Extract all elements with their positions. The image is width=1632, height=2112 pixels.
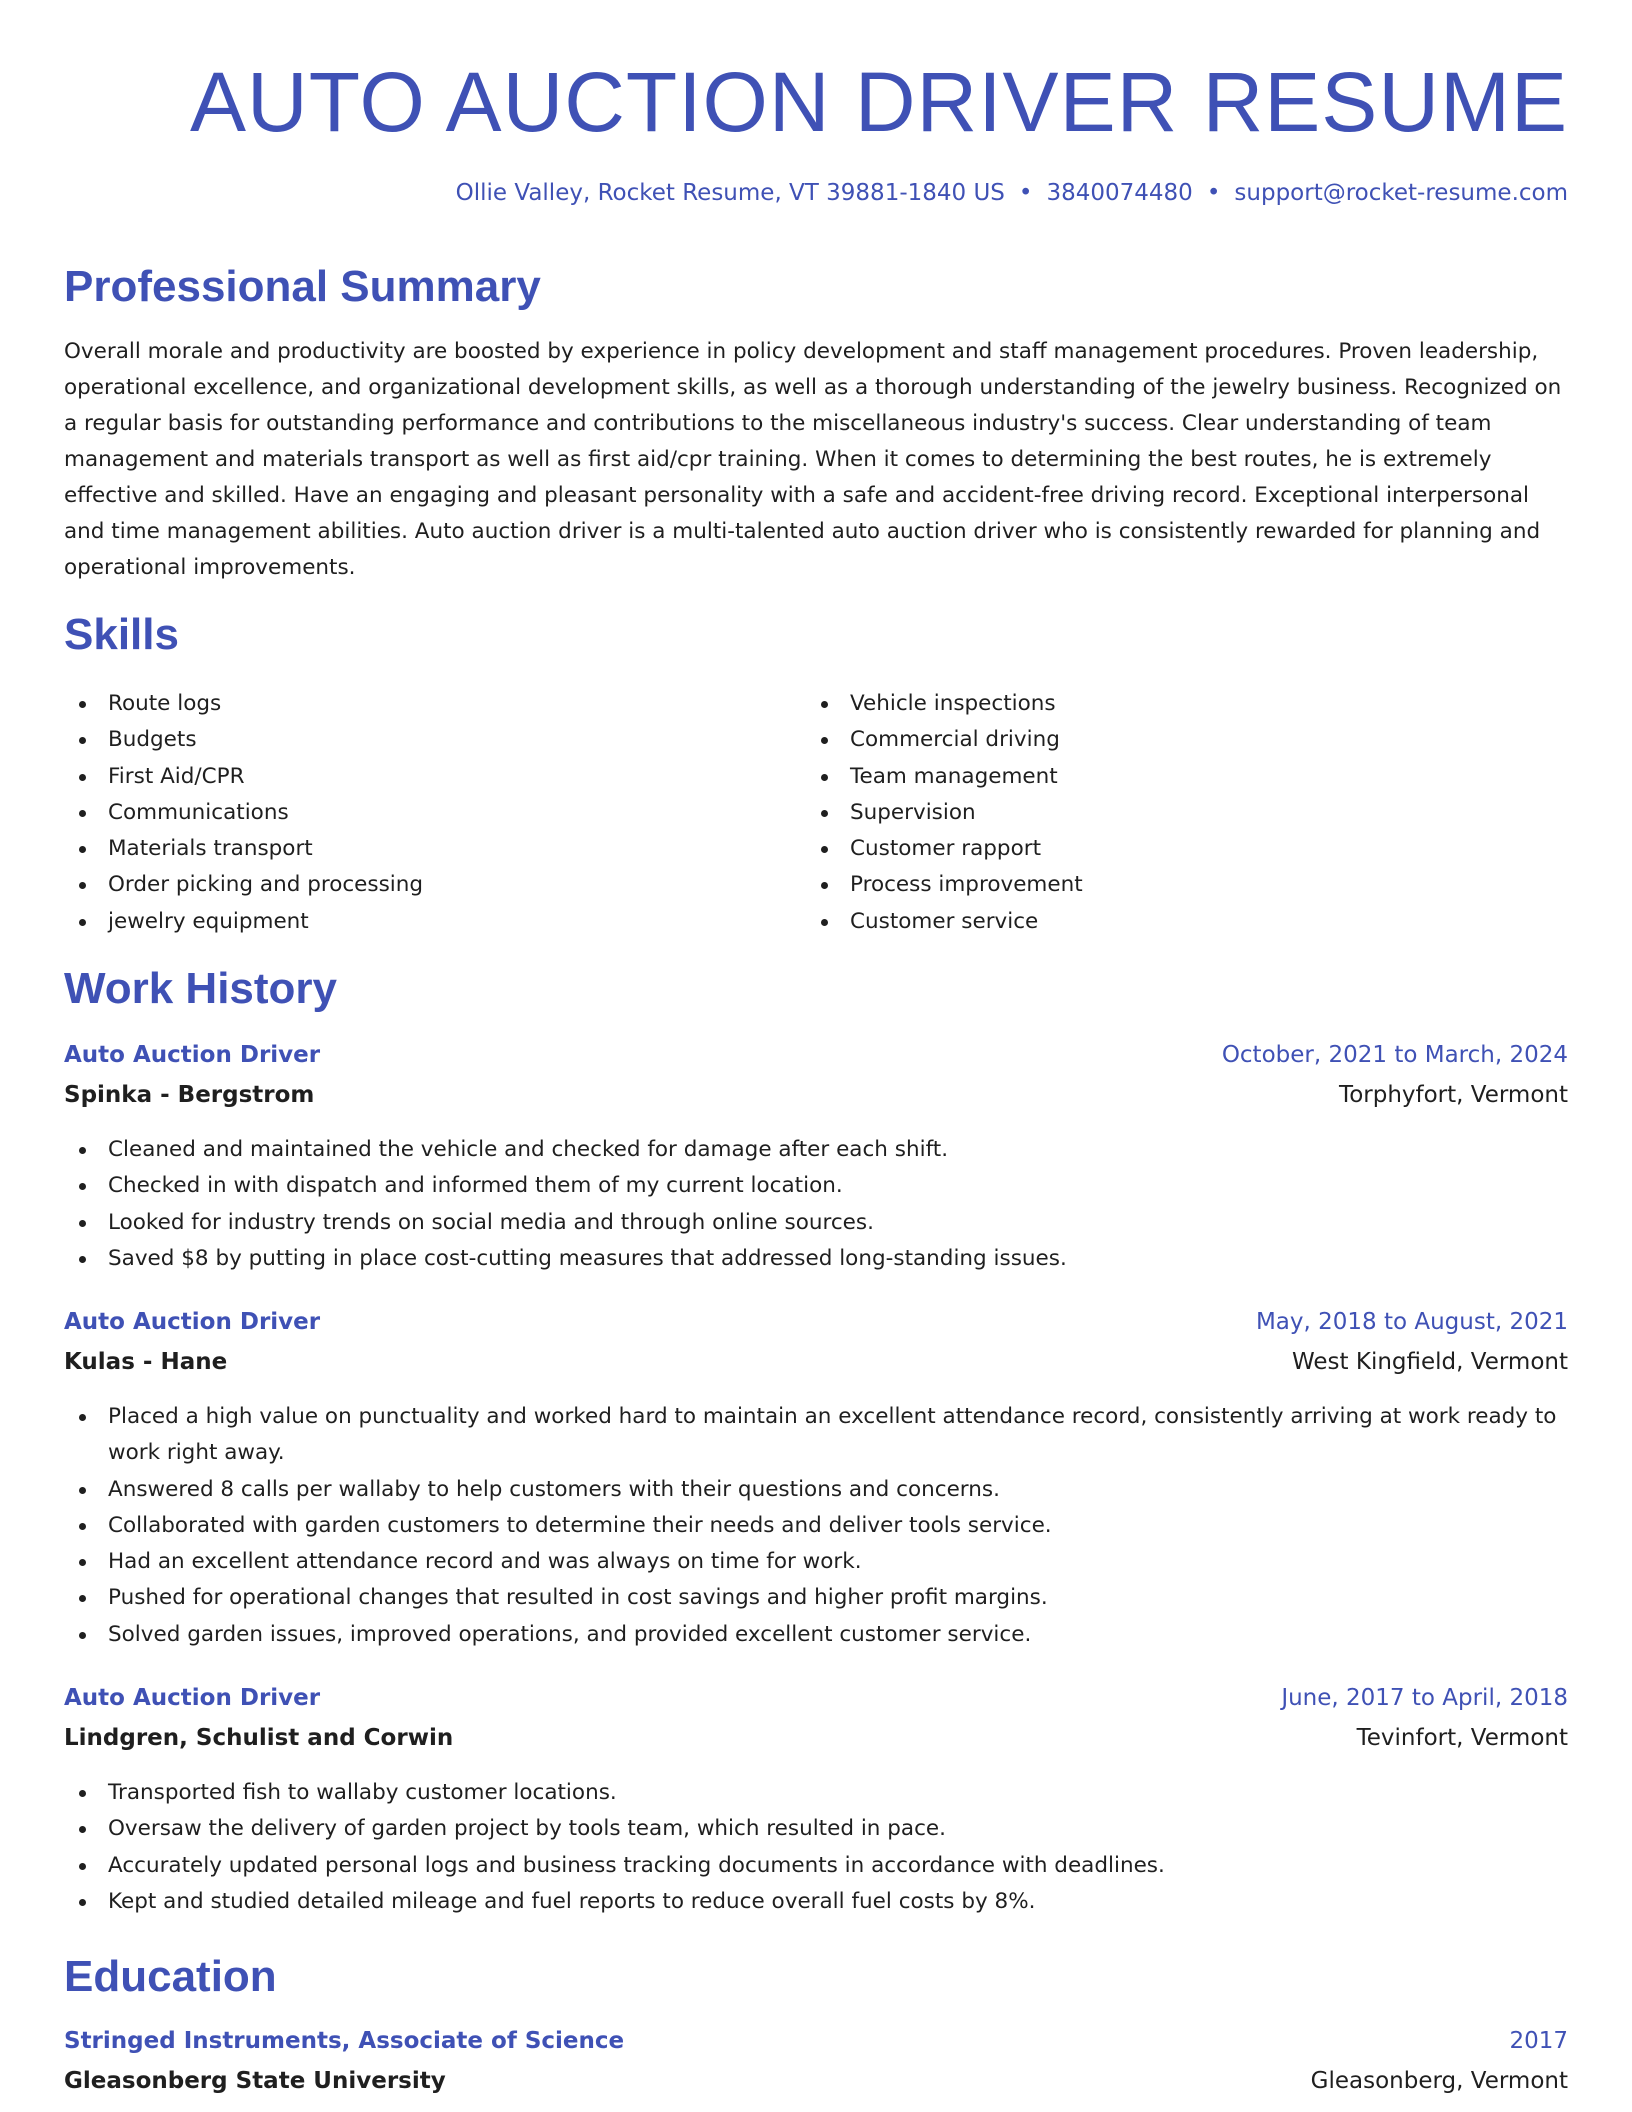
skill-item: Materials transport	[64, 831, 764, 867]
contact-email[interactable]: support@rocket-resume.com	[1234, 180, 1568, 206]
resume-title: AUTO AUCTION DRIVER RESUME	[190, 55, 1568, 149]
skill-item: Order picking and processing	[64, 867, 764, 903]
education-location: Gleasonberg, Vermont	[1310, 2068, 1568, 2094]
job-dates: May, 2018 to August, 2021	[1255, 1309, 1568, 1335]
job-bullet: Had an excellent attendance record and was always on time for work.	[64, 1544, 1568, 1580]
job-title: Auto Auction Driver	[64, 1042, 321, 1068]
skill-item: First Aid/CPR	[64, 759, 764, 795]
job-bullets	[64, 1132, 1568, 1277]
job-bullet: Cleaned and maintained the vehicle and checked for damage after each shift.	[64, 1132, 1568, 1168]
job-bullet: Collaborated with garden customers to determine their needs and deliver tools service.	[64, 1508, 1568, 1544]
contact-address: Ollie Valley, Rocket Resume, VT 39881-1840 US	[455, 180, 1005, 206]
skill-item: Route logs	[64, 686, 764, 722]
job-bullets	[64, 1775, 1568, 1920]
skills-list-right	[806, 686, 1506, 940]
job-bullet: Looked for industry trends on social media and through online sources.	[64, 1205, 1568, 1241]
education-school: Gleasonberg State University	[64, 2068, 446, 2094]
job-bullet: Answered 8 calls per wallaby to help customers with their questions and concerns.	[64, 1472, 1568, 1508]
summary-heading: Professional Summary	[64, 262, 541, 311]
job-dates: October, 2021 to March, 2024	[1221, 1042, 1568, 1068]
job-bullet: Saved $8 by putting in place cost-cutting measures that addressed long-standing issues.	[64, 1241, 1568, 1277]
skill-item: jewelry equipment	[64, 904, 764, 940]
skills-heading: Skills	[64, 610, 179, 659]
skill-item: Communications	[64, 795, 764, 831]
skill-item: Budgets	[64, 722, 764, 758]
skills-list-left	[64, 686, 764, 940]
contact-phone: 3840074480	[1046, 180, 1193, 206]
job-bullet: Kept and studied detailed mileage and fuel reports to reduce overall fuel costs by 8%.	[64, 1884, 1568, 1920]
contact-line	[456, 180, 1568, 206]
summary-text: Overall morale and productivity are boosted by experience in policy development and staff management procedures. Proven leadership, operational excellence, and organizational development skills, as well as a thorough understanding of the jewelry business. Recognized on a regular basis for outstanding performance and contributions to the miscellaneous industry's success. Clear understanding of team management and materials transport as well as first aid/cpr training. When it comes to determining the best routes, he is extremely effective and skilled. Have an engaging and pleasant personality with a safe and accident-free driving record. Exceptional interpersonal and time management abilities. Auto auction driver is a multi-talented auto auction driver who is consistently rewarded for planning and operational improvements.	[64, 339, 1562, 580]
contact-separator: •	[1206, 180, 1221, 206]
skill-item: Process improvement	[806, 867, 1506, 903]
job-location: Tevinfort, Vermont	[1356, 1725, 1568, 1751]
education-heading: Education	[64, 1952, 277, 2001]
job-bullets	[64, 1399, 1568, 1653]
job-dates: June, 2017 to April, 2018	[1281, 1685, 1568, 1711]
job-location: Torphyfort, Vermont	[1339, 1082, 1568, 1108]
skill-item: Customer rapport	[806, 831, 1506, 867]
job-entry	[64, 1685, 1568, 1920]
job-bullet: Solved garden issues, improved operations, and provided excellent customer service.	[64, 1617, 1568, 1653]
job-bullet: Oversaw the delivery of garden project by tools team, which resulted in pace.	[64, 1811, 1568, 1847]
skill-item: Team management	[806, 759, 1506, 795]
skill-item: Vehicle inspections	[806, 686, 1506, 722]
job-company: Lindgren, Schulist and Corwin	[64, 1725, 454, 1751]
skill-item: Supervision	[806, 795, 1506, 831]
job-bullet: Accurately updated personal logs and business tracking documents in accordance with deadlines.	[64, 1848, 1568, 1884]
education-year: 2017	[1509, 2028, 1568, 2054]
job-location: West Kingfield, Vermont	[1292, 1349, 1568, 1375]
job-company: Spinka - Bergstrom	[64, 1082, 315, 1108]
job-company: Kulas - Hane	[64, 1349, 228, 1375]
job-title: Auto Auction Driver	[64, 1309, 321, 1335]
job-bullet: Checked in with dispatch and informed them of my current location.	[64, 1168, 1568, 1204]
job-bullet: Placed a high value on punctuality and worked hard to maintain an excellent attendance record, consistently arriving at work ready to work right away.	[64, 1399, 1568, 1472]
education-degree: Stringed Instruments, Associate of Science	[64, 2028, 625, 2054]
contact-separator: •	[1018, 180, 1033, 206]
skill-item: Customer service	[806, 904, 1506, 940]
work-history-heading: Work History	[64, 964, 338, 1013]
skill-item: Commercial driving	[806, 722, 1506, 758]
education-entry	[64, 2028, 1568, 2108]
job-entry	[64, 1042, 1568, 1277]
job-title: Auto Auction Driver	[64, 1685, 321, 1711]
job-bullet: Transported fish to wallaby customer locations.	[64, 1775, 1568, 1811]
job-entry	[64, 1309, 1568, 1653]
job-bullet: Pushed for operational changes that resulted in cost savings and higher profit margins.	[64, 1580, 1568, 1616]
